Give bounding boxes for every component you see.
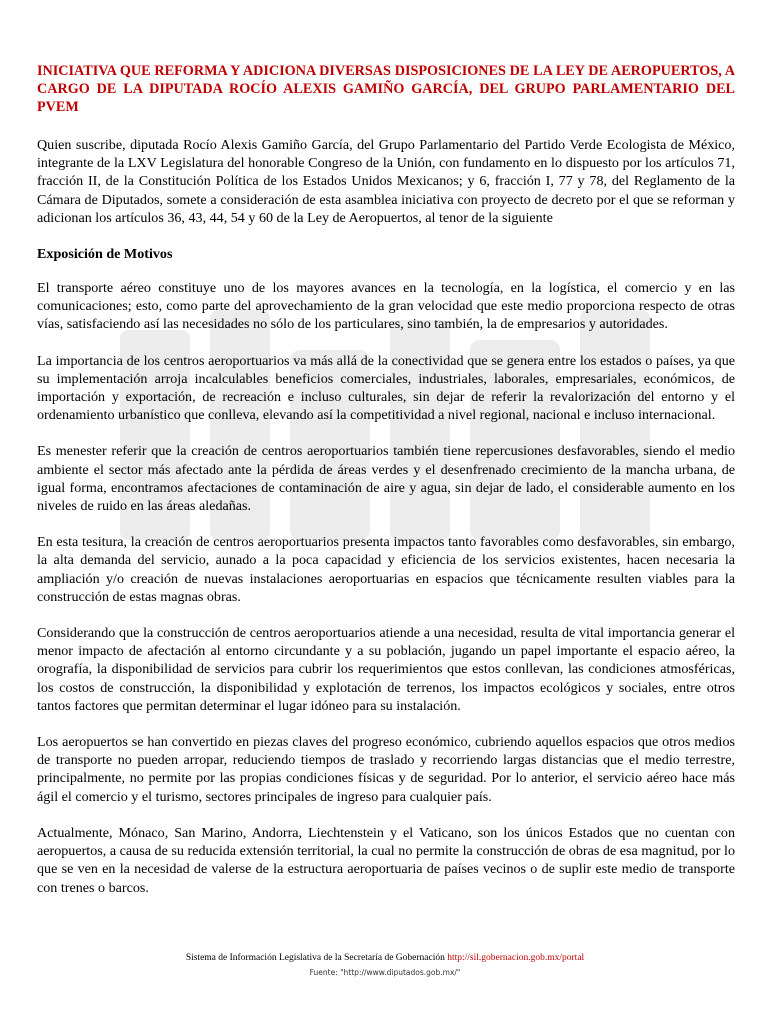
footer-source-link[interactable]: http://sil.gobernacion.gob.mx/portal [447,953,585,963]
body-paragraph: La importancia de los centros aeroportuarios va más allá de la conectividad que se genera entre los estados o países, ya que su implementación arroja incalculables beneficios comerciales, industriales, laborales, empresariales, económicos, de importación y exportación, de recreación e incluso culturales, sin dejar de referir la revalorización del entorno y el ordenamiento urbanístico que conlleva, elevando así la competitividad a nivel regional, nacional e incluso internacional. [37,352,735,424]
footer-source-system: Sistema de Información Legislativa de la Secretaría de Gobernación [185,953,445,963]
body-paragraph: Considerando que la construcción de centros aeroportuarios atiende a una necesidad, resulta de vital importancia generar el menor impacto de afectación al entorno circundante y a su población, jugando un papel importante el espacio aéreo, la orografía, la disponibilidad de servicios para cubrir los requerimientos que estos conllevan, las condiciones atmosféricas, los costos de construcción, la disponibilidad y explotación de terrenos, los impactos ecológicos y sociales, entre otros tantos factores que permitan determinar el lugar idóneo para su instalación. [37,625,735,714]
section-heading: Exposición de Motivos [37,246,173,263]
document-page [37,62,735,915]
footer-source-line [0,952,770,965]
page-footer [0,952,770,979]
document-title: INICIATIVA QUE REFORMA Y ADICIONA DIVERSAS DISPOSICIONES DE LA LEY DE AEROPUERTOS, A CARGO DE LA DIPUTADA ROCÍO ALEXIS GAMIÑO GARCÍA, DEL GRUPO PARLAMENTARIO DEL PVEM [37,63,735,115]
body-paragraph: Es menester referir que la creación de centros aeroportuarios también tiene repercusiones desfavorables, siendo el medio ambiente el sector más afectado ante la pérdida de áreas verdes y el desenfrenado crecimiento de la mancha urbana, de igual forma, encontramos afectaciones de contaminación de aire y agua, sin dejar de lado, el considerable aumento en los niveles de ruido en las áreas aledañas. [37,443,735,515]
intro-paragraph: Quien suscribe, diputada Rocío Alexis Gamiño García, del Grupo Parlamentario del Partido Verde Ecologista de México, integrante de la LXV Legislatura del honorable Congreso de la Unión, con fundamento en lo dispuesto por los artículos 71, fracción II, de la Constitución Política de los Estados Unidos Mexicanos; y 6, fracción I, 77 y 78, del Reglamento de la Cámara de Diputados, somete a consideración de esta asamblea iniciativa con proyecto de decreto por el que se reforman y adicionan los artículos 36, 43, 44, 54 y 60 de la Ley de Aeropuertos, al tenor de la siguiente [37,137,735,226]
body-paragraph: En esta tesitura, la creación de centros aeroportuarios presenta impactos tanto favorables como desfavorables, sin embargo, la alta demanda del servicio, aunado a la poca capacidad y eficiencia de los servicios existentes, hacen necesaria la ampliación y/o creación de nuevas instalaciones aeroportuarias en espacios que técnicamente resulten viables para la construcción de estas magnas obras. [37,534,735,605]
footer-fuente: Fuente: "http://www.diputados.gob.mx/" [309,968,461,977]
body-paragraph: El transporte aéreo constituye uno de los mayores avances en la tecnología, en la logística, el comercio y en las comunicaciones; esto, como parte del aprovechamiento de la gran velocidad que este medio proporciona respecto de otras vías, satisfaciendo así las necesidades no sólo de los particulares, sino también, la de empresarios y autoridades. [37,280,735,333]
body-paragraph: Actualmente, Mónaco, San Marino, Andorra, Liechtenstein y el Vaticano, son los únicos Estados que no cuentan con aeropuertos, a causa de su reducida extensión territorial, la cual no permite la construcción de obras de esa magnitud, por lo que se ven en la necesidad de valerse de la estructura aeroportuaria de países vecinos o de suplir este medio de transporte con trenes o barcos. [37,824,735,896]
body-paragraph: Los aeropuertos se han convertido en piezas claves del progreso económico, cubriendo aquellos espacios que otros medios de transporte no pueden arropar, reduciendo tiempos de traslado y recorriendo largas distancias que el medio terrestre, principalmente, no permite por las propias condiciones físicas y de seguridad. Por lo anterior, el servicio aéreo hace más ágil el comercio y el turismo, sectores principales de ingreso para cualquier país. [37,734,735,805]
